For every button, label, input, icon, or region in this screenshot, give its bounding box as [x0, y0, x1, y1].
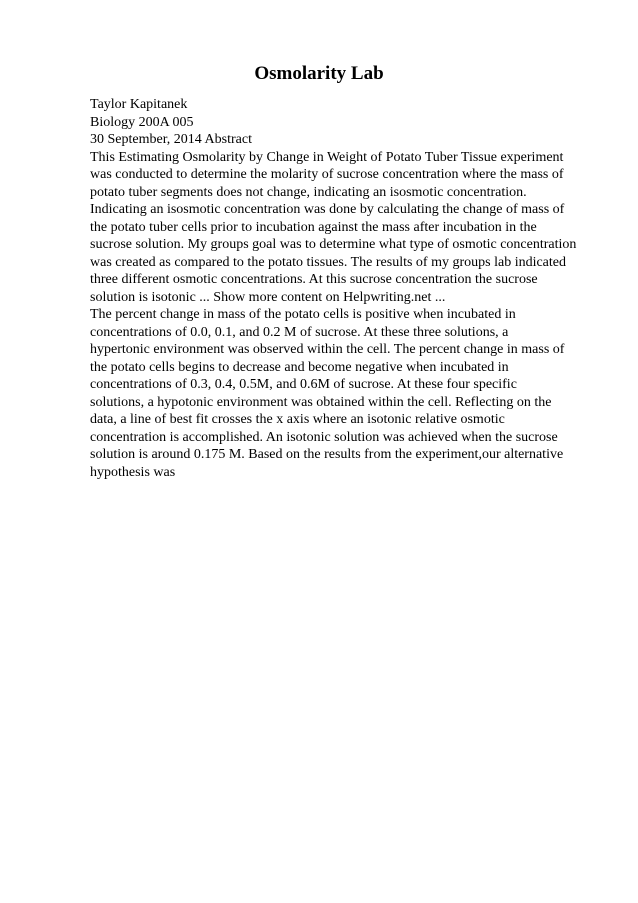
author-line: Taylor Kapitanek	[90, 97, 188, 112]
paragraph-line: hypertonic environment was observed within the cell. The percent change in mass of	[90, 342, 565, 357]
paragraph-line: three different osmotic concentrations. At this sucrose concentration the sucrose	[90, 272, 538, 287]
paragraph-line: concentration is accomplished. An isotonic solution was achieved when the sucrose	[90, 429, 558, 445]
paragraph-line: hypothesis was	[90, 464, 176, 480]
results-paragraph	[90, 306, 610, 481]
paragraph-line: Indicating an isosmotic concentration was done by calculating the change of mass of	[90, 202, 565, 217]
paragraph-line: sucrose solution. My groups goal was to determine what type of osmotic concentration	[90, 237, 577, 252]
paragraph-line: the potato cells begins to decrease and become negative when incubated in	[90, 359, 509, 375]
paragraph-line: was conducted to determine the molarity of sucrose concentration where the mass of	[90, 167, 564, 182]
paragraph-line: potato tuber segments does not change, indicating an isosmotic concentration.	[90, 184, 527, 200]
abstract-paragraph	[90, 149, 610, 307]
paragraph-line: solution is around 0.175 M. Based on the results from the experiment,our alternative	[90, 447, 564, 462]
paragraph-line: concentrations of 0.0, 0.1, and 0.2 M of sucrose. At these three solutions, a	[90, 324, 509, 340]
paragraph-line: concentrations of 0.3, 0.4, 0.5M, and 0.6M of sucrose. At these four specific	[90, 377, 517, 392]
document-body	[90, 96, 610, 481]
paragraph-line: solution is isotonic ... Show more content on Helpwriting.net ...	[90, 289, 446, 305]
paragraph-line: data, a line of best fit crosses the x axis where an isotonic relative osmotic	[90, 412, 505, 427]
paragraph-line: The percent change in mass of the potato cells is positive when incubated in	[90, 307, 516, 322]
paragraph-line: solutions, a hypotonic environment was obtained within the cell. Reflecting on the	[90, 394, 552, 410]
paragraph-line: the potato tuber cells prior to incubation against the mass after incubation in the	[90, 219, 537, 235]
paragraph-line: This Estimating Osmolarity by Change in Weight of Potato Tuber Tissue experiment	[90, 149, 564, 165]
document-title: Osmolarity Lab	[254, 63, 384, 84]
date-abstract-line: 30 September, 2014 Abstract	[90, 132, 252, 147]
course-line: Biology 200A 005	[90, 114, 194, 130]
paragraph-line: was created as compared to the potato tissues. The results of my groups lab indicated	[90, 254, 566, 270]
